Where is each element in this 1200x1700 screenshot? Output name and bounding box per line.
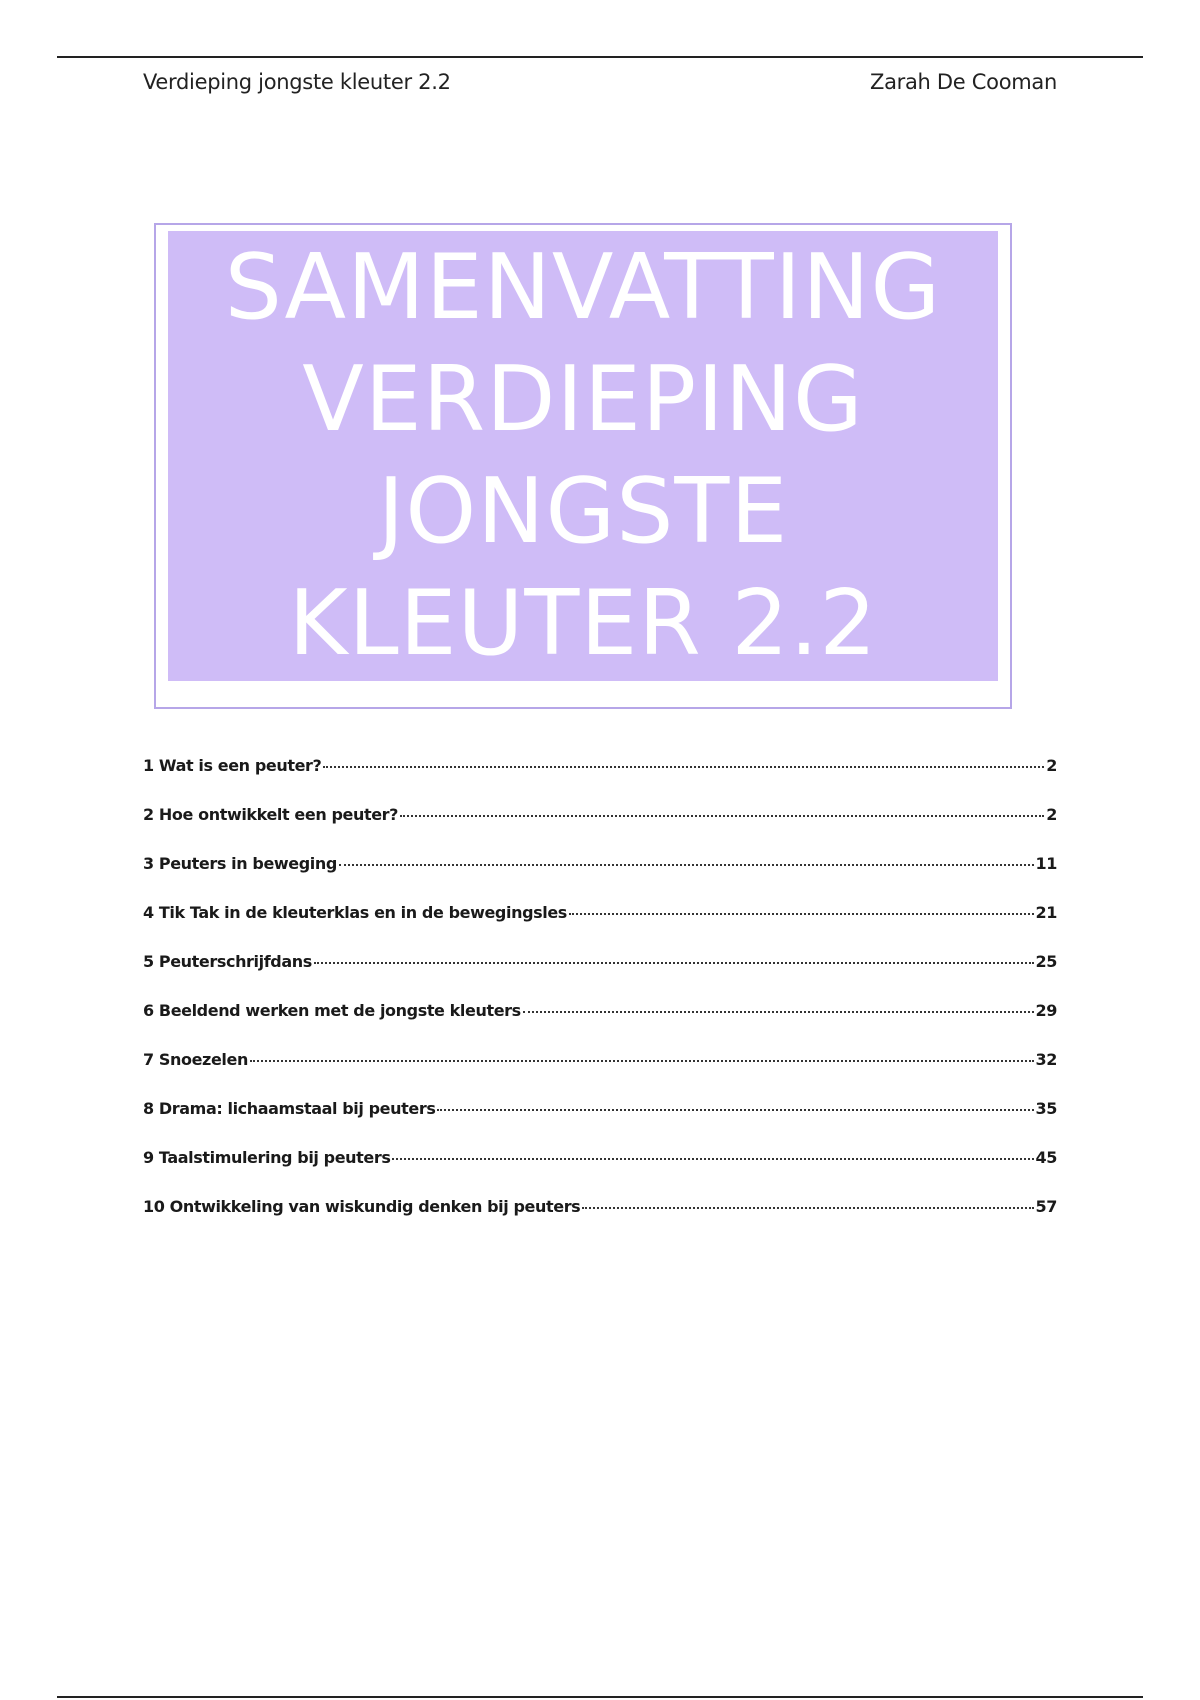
- toc-leader-dots: [400, 815, 1044, 817]
- toc-entry-label: 7 Snoezelen: [143, 1050, 248, 1069]
- footer-rule: [57, 1696, 1143, 1698]
- table-of-contents: [143, 756, 1057, 1246]
- toc-entry-page: 25: [1035, 952, 1057, 971]
- cover-title: [225, 232, 942, 680]
- toc-leader-dots: [250, 1060, 1034, 1062]
- toc-entry-page: 29: [1035, 1001, 1057, 1020]
- toc-leader-dots: [323, 766, 1044, 768]
- header-document-title: Verdieping jongste kleuter 2.2: [143, 70, 451, 94]
- toc-entry-page: 57: [1035, 1197, 1057, 1216]
- toc-entry-label: 4 Tik Tak in de kleuterklas en in de bewegingsles: [143, 903, 567, 922]
- toc-entry-page: 2: [1046, 756, 1057, 775]
- toc-entry-label: 10 Ontwikkeling van wiskundig denken bij peuters: [143, 1197, 581, 1216]
- toc-entry[interactable]: [143, 952, 1057, 1001]
- toc-entry[interactable]: [143, 1050, 1057, 1099]
- toc-entry-page: 45: [1035, 1148, 1057, 1167]
- toc-entry-label: 2 Hoe ontwikkelt een peuter?: [143, 805, 399, 824]
- toc-entry[interactable]: [143, 756, 1057, 805]
- toc-leader-dots: [437, 1109, 1033, 1111]
- cover-title-line: VERDIEPING: [302, 347, 864, 452]
- toc-entry[interactable]: [143, 805, 1057, 854]
- toc-entry[interactable]: [143, 903, 1057, 952]
- cover-title-line: SAMENVATTING: [224, 235, 942, 340]
- toc-entry[interactable]: [143, 1148, 1057, 1197]
- toc-entry-label: 6 Beeldend werken met de jongste kleuters: [143, 1001, 521, 1020]
- toc-entry-page: 35: [1035, 1099, 1057, 1118]
- toc-leader-dots: [582, 1207, 1033, 1209]
- toc-entry-label: 9 Taalstimulering bij peuters: [143, 1148, 391, 1167]
- toc-entry[interactable]: [143, 1197, 1057, 1246]
- toc-entry-page: 2: [1046, 805, 1057, 824]
- toc-leader-dots: [314, 962, 1034, 964]
- cover-title-line: JONGSTE: [377, 459, 789, 564]
- toc-leader-dots: [339, 864, 1034, 866]
- cover-title-line: KLEUTER 2.2: [288, 571, 878, 676]
- toc-entry[interactable]: [143, 1001, 1057, 1050]
- toc-entry-label: 1 Wat is een peuter?: [143, 756, 322, 775]
- toc-entry-page: 32: [1035, 1050, 1057, 1069]
- title-box: [168, 231, 998, 681]
- toc-entry-page: 11: [1035, 854, 1057, 873]
- header-author: Zarah De Cooman: [869, 70, 1057, 94]
- page-header: [143, 70, 1057, 94]
- toc-entry-label: 5 Peuterschrijfdans: [143, 952, 312, 971]
- toc-entry-label: 3 Peuters in beweging: [143, 854, 337, 873]
- header-rule: [57, 56, 1143, 58]
- toc-leader-dots: [523, 1011, 1034, 1013]
- toc-leader-dots: [392, 1158, 1033, 1160]
- toc-entry[interactable]: [143, 854, 1057, 903]
- toc-entry-page: 21: [1035, 903, 1057, 922]
- toc-entry-label: 8 Drama: lichaamstaal bij peuters: [143, 1099, 436, 1118]
- toc-leader-dots: [569, 913, 1034, 915]
- toc-entry[interactable]: [143, 1099, 1057, 1148]
